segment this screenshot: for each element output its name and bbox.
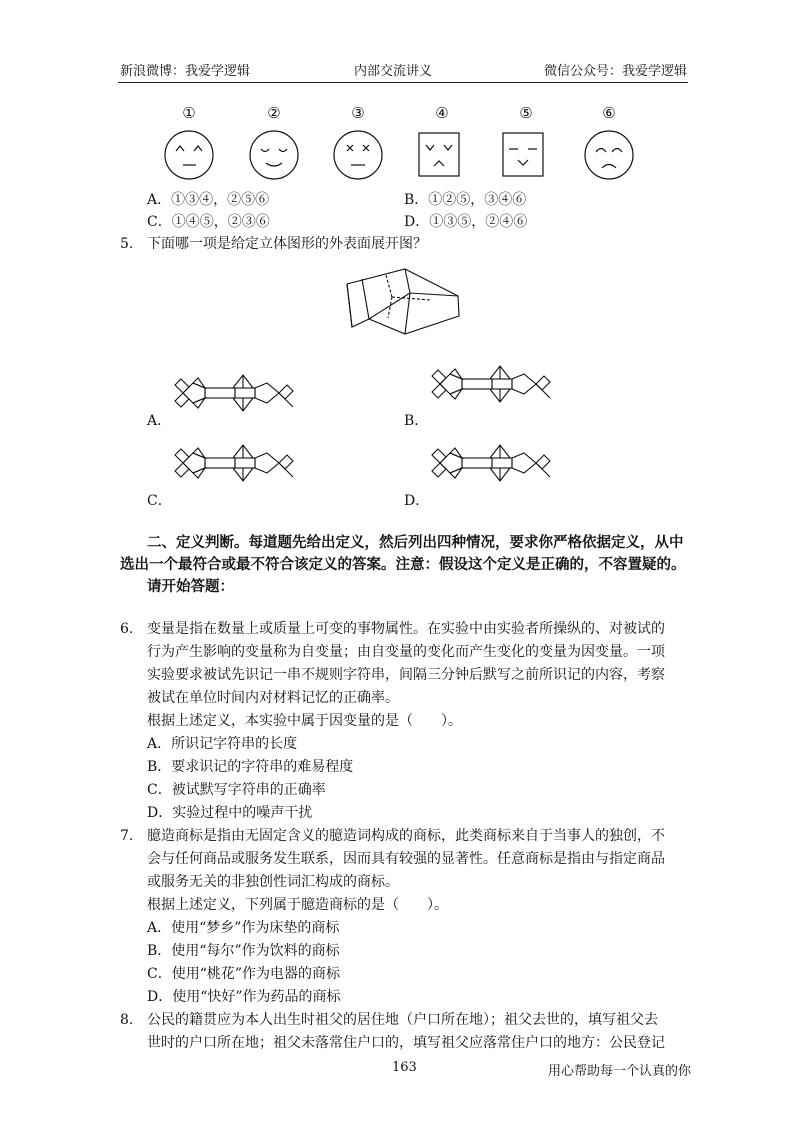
q6-line: 变量是指在数量上或质量上可变的事物属性。在实验中由实验者所操纵的、对被试的 bbox=[147, 621, 665, 637]
header-center: 内部交流讲义 bbox=[354, 64, 433, 79]
q6-number: 6. bbox=[120, 621, 134, 637]
q6-question: 根据上述定义，本实验中属于因变量的是（ ）。 bbox=[147, 713, 462, 729]
net-d bbox=[432, 445, 550, 481]
q6-line: 被试在单位时间内对材料记忆的正确率。 bbox=[147, 690, 399, 706]
net-c bbox=[175, 445, 293, 481]
q7-question: 根据上述定义，下列属于臆造商标的是（ ）。 bbox=[147, 897, 448, 913]
q4-option-b: B．①②⑤，③④⑥ bbox=[404, 192, 527, 208]
q5-option-b: B． bbox=[404, 413, 429, 429]
q5-option-d: D． bbox=[404, 493, 430, 509]
header-right: 微信公众号：我爱学逻辑 bbox=[544, 64, 688, 79]
q8-number: 8. bbox=[120, 1012, 134, 1028]
q4-option-a: A．①③④，②⑤⑥ bbox=[147, 192, 270, 208]
q6-option-d: D．实验过程中的噪声干扰 bbox=[147, 805, 313, 821]
face-label-4: ④ bbox=[435, 104, 449, 122]
section2-line2: 选出一个最符合或最不符合该定义的答案。注意：假设这个定义是正确的，不容置疑的。 bbox=[120, 556, 686, 573]
q6-option-a: A．所识记字符串的长度 bbox=[147, 736, 298, 752]
q4-option-d: D．①③⑤，②④⑥ bbox=[404, 214, 528, 230]
face-label-6: ⑥ bbox=[602, 104, 616, 122]
q7-option-b: B．使用“每尔”作为饮料的商标 bbox=[147, 943, 340, 959]
net-a bbox=[175, 375, 293, 411]
q8-line: 世时的户口所在地；祖父未落常住户口的，填写祖父应落常住户口的地方：公民登记 bbox=[147, 1035, 665, 1051]
face-label-5: ⑤ bbox=[519, 104, 533, 122]
q7-option-d: D．使用“快好”作为药品的商标 bbox=[147, 989, 341, 1005]
page-number: 163 bbox=[392, 1060, 417, 1075]
footer-slogan: 用心帮助每一个认真的你 bbox=[548, 1064, 692, 1079]
q7-number: 7. bbox=[120, 828, 134, 844]
net-figures bbox=[0, 0, 800, 520]
face-label-2: ② bbox=[267, 104, 281, 122]
net-b bbox=[432, 366, 550, 402]
q7-line: 臆造商标是指由无固定含义的臆造词构成的商标，此类商标来自于当事人的独创，不 bbox=[147, 828, 665, 844]
q5-number: 5. bbox=[120, 236, 134, 252]
q5-option-a: A． bbox=[147, 413, 172, 429]
q7-option-a: A．使用“梦乡”作为床垫的商标 bbox=[147, 920, 340, 936]
q7-line: 或服务无关的非独创性词汇构成的商标。 bbox=[147, 874, 399, 890]
q6-option-c: C．被试默写字符串的正确率 bbox=[147, 782, 326, 798]
section2-line3: 请开始答题： bbox=[147, 578, 234, 595]
q7-line: 会与任何商品或服务发生联系，因而具有较强的显著性。任意商标是指由与指定商品 bbox=[147, 851, 665, 867]
q6-option-b: B．要求识记的字符串的难易程度 bbox=[147, 759, 354, 775]
q5-option-c: C． bbox=[147, 493, 172, 509]
q7-option-c: C．使用“桃花”作为电器的商标 bbox=[147, 966, 341, 982]
q8-line: 公民的籍贯应为本人出生时祖父的居住地（户口所在地）；祖父去世的，填写祖父去 bbox=[147, 1012, 658, 1028]
header-left: 新浪微博：我爱学逻辑 bbox=[120, 64, 251, 79]
q4-option-c: C．①④⑤，②③⑥ bbox=[147, 214, 270, 230]
q5-text: 下面哪一项是给定立体图形的外表面展开图？ bbox=[147, 236, 427, 252]
face-label-1: ① bbox=[182, 104, 196, 122]
section2-line1: 二、定义判断。每道题先给出定义，然后列出四种情况，要求你严格依据定义，从中 bbox=[147, 534, 684, 551]
q6-line: 行为产生影响的变量称为自变量；由自变量的变化而产生变化的变量为因变量。一项 bbox=[147, 644, 665, 660]
q6-line: 实验要求被试先识记一串不规则字符串，间隔三分钟后默写之前所识记的内容，考察 bbox=[147, 667, 665, 683]
face-label-3: ③ bbox=[351, 104, 365, 122]
